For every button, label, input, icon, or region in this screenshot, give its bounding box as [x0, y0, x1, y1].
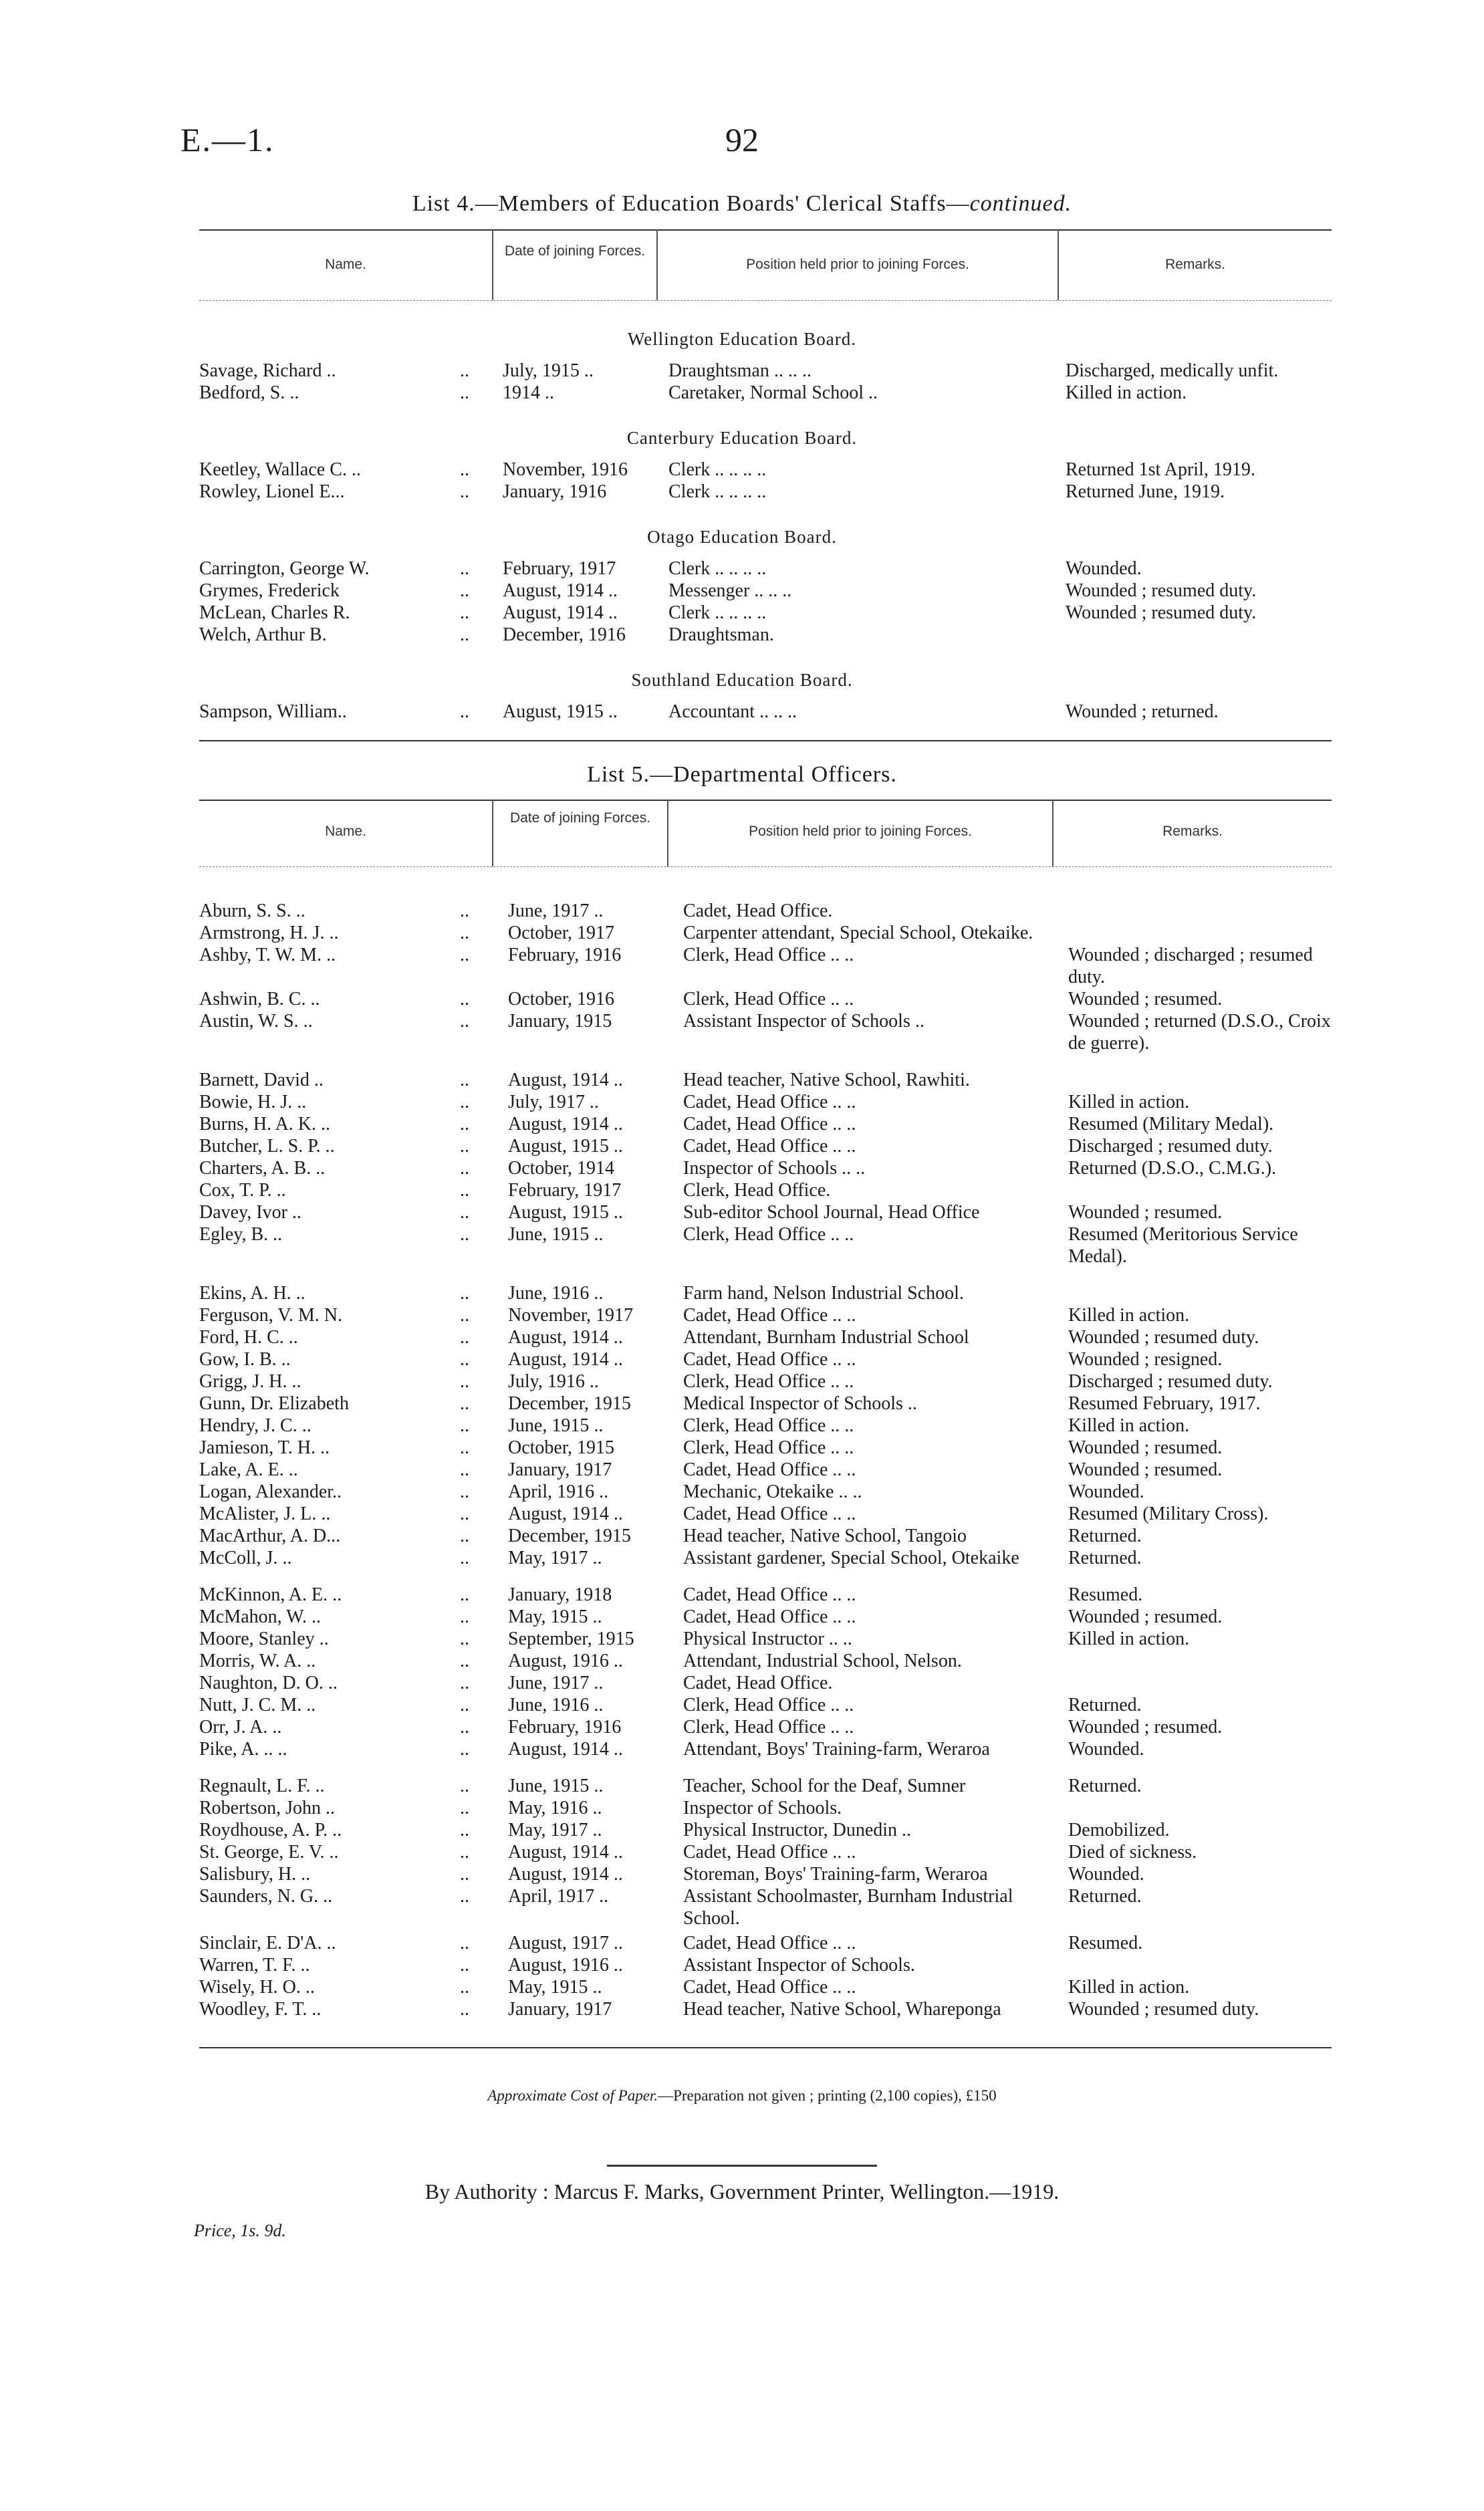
- row-name: Orr, J. A. ..: [199, 1717, 282, 1738]
- row-position: Caretaker, Normal School ..: [668, 382, 878, 403]
- row-date: May, 1915 ..: [508, 1977, 602, 1998]
- row-position: Cadet, Head Office .. ..: [683, 1842, 856, 1863]
- row-position: Carpenter attendant, Special School, Otekaike.: [683, 923, 1033, 943]
- row-position: Cadet, Head Office.: [683, 1673, 833, 1693]
- row-remarks: Wounded ; resumed.: [1068, 1202, 1223, 1223]
- row-remarks: Wounded ; resumed duty.: [1066, 580, 1257, 601]
- list4-col-divider: [492, 229, 493, 300]
- row-date: January, 1916: [503, 481, 607, 502]
- row-date: August, 1914 ..: [508, 1504, 623, 1524]
- row-leader: ..: [460, 382, 469, 403]
- row-remarks: Returned.: [1068, 1695, 1142, 1715]
- row-leader: ..: [460, 1202, 469, 1223]
- row-remarks: Wounded.: [1066, 558, 1142, 579]
- row-position: Medical Inspector of Schools ..: [683, 1393, 917, 1414]
- row-name: McColl, J. ..: [199, 1548, 292, 1568]
- list5-colhead-position: Position held prior to joining Forces.: [749, 824, 972, 839]
- row-remarks: Wounded ; returned.: [1066, 701, 1219, 722]
- row-date: June, 1915 ..: [508, 1776, 604, 1796]
- row-name: Nutt, J. C. M. ..: [199, 1695, 316, 1715]
- row-remarks: Discharged, medically unfit.: [1066, 360, 1279, 381]
- list4-section-title: Canterbury Education Board.: [626, 428, 858, 448]
- row-date: February, 1917: [503, 558, 616, 579]
- row-leader: ..: [460, 624, 469, 645]
- row-name: McMahon, W. ..: [199, 1606, 321, 1627]
- row-leader: ..: [460, 1776, 469, 1796]
- row-name: Robertson, John ..: [199, 1798, 335, 1818]
- list4-header-rule: [199, 300, 1332, 301]
- row-leader: ..: [460, 1864, 469, 1885]
- row-position: Cadet, Head Office .. ..: [683, 1349, 856, 1370]
- row-remarks: Died of sickness.: [1068, 1842, 1197, 1863]
- row-date: April, 1917 ..: [508, 1886, 609, 1907]
- row-position: Assistant gardener, Special School, Otekaike: [683, 1548, 1019, 1568]
- row-position: Cadet, Head Office .. ..: [683, 1305, 856, 1326]
- row-remarks: Wounded.: [1068, 1481, 1144, 1502]
- row-date: December, 1916: [503, 624, 626, 645]
- list5-title: List 5.—Departmental Officers.: [587, 762, 897, 787]
- row-name: St. George, E. V. ..: [199, 1842, 339, 1863]
- row-date: October, 1917: [508, 923, 615, 943]
- row-name: Pike, A. .. ..: [199, 1739, 287, 1760]
- row-position: Clerk .. .. .. ..: [668, 459, 767, 480]
- row-name: Cox, T. P. ..: [199, 1180, 286, 1201]
- row-remarks: Returned.: [1068, 1776, 1142, 1796]
- row-position: Cadet, Head Office .. ..: [683, 1606, 856, 1627]
- row-position: Cadet, Head Office .. ..: [683, 1459, 856, 1480]
- row-name: Carrington, George W.: [199, 558, 370, 579]
- row-leader: ..: [460, 1842, 469, 1863]
- row-name: Savage, Richard ..: [199, 360, 336, 381]
- row-name: Jamieson, T. H. ..: [199, 1437, 330, 1458]
- row-name: Morris, W. A. ..: [199, 1651, 316, 1671]
- row-date: August, 1914 ..: [508, 1349, 623, 1370]
- row-name: Burns, H. A. K. ..: [199, 1114, 331, 1134]
- row-remarks: Demobilized.: [1068, 1820, 1170, 1840]
- row-date: October, 1916: [508, 989, 615, 1009]
- row-remarks: Discharged ; resumed duty.: [1068, 1136, 1273, 1157]
- row-leader: ..: [460, 1717, 469, 1738]
- row-date: August, 1914 ..: [508, 1864, 623, 1885]
- row-position: Head teacher, Native School, Whareponga: [683, 1999, 1001, 2020]
- row-remarks: Killed in action.: [1066, 382, 1187, 403]
- row-name: Keetley, Wallace C. ..: [199, 459, 361, 480]
- row-name: Ferguson, V. M. N.: [199, 1305, 342, 1326]
- row-leader: ..: [460, 1481, 469, 1502]
- row-position: Cadet, Head Office.: [683, 901, 833, 921]
- row-position: Clerk, Head Office .. ..: [683, 1717, 854, 1738]
- row-date: August, 1914 ..: [508, 1070, 623, 1090]
- row-position: Inspector of Schools.: [683, 1798, 842, 1818]
- row-remarks: Returned (D.S.O., C.M.G.).: [1068, 1158, 1277, 1179]
- row-leader: ..: [460, 1798, 469, 1818]
- row-date: October, 1914: [508, 1158, 615, 1179]
- row-date: January, 1917: [508, 1459, 612, 1480]
- row-name: Saunders, N. G. ..: [199, 1886, 333, 1907]
- row-name: Gunn, Dr. Elizabeth: [199, 1393, 349, 1414]
- row-name: Grymes, Frederick: [199, 580, 340, 601]
- row-name: Barnett, David ..: [199, 1070, 324, 1090]
- list4-title-continued: continued.: [969, 191, 1072, 216]
- row-date: July, 1916 ..: [508, 1371, 599, 1392]
- row-remarks: Wounded ; resumed.: [1068, 1437, 1223, 1458]
- row-remarks: Killed in action.: [1068, 1305, 1190, 1326]
- row-position: Assistant Inspector of Schools.: [683, 1955, 915, 1976]
- row-remarks: Returned 1st April, 1919.: [1066, 459, 1255, 480]
- row-name: Logan, Alexander..: [199, 1481, 342, 1502]
- row-name: Grigg, J. H. ..: [199, 1371, 301, 1392]
- row-name: Moore, Stanley ..: [199, 1629, 329, 1649]
- list4-colhead-name: Name.: [325, 257, 366, 272]
- row-name: McKinnon, A. E. ..: [199, 1584, 342, 1605]
- row-leader: ..: [460, 1673, 469, 1693]
- row-date: January, 1918: [508, 1584, 612, 1605]
- row-leader: ..: [460, 945, 469, 965]
- row-date: August, 1917 ..: [508, 1933, 623, 1953]
- row-date: May, 1917 ..: [508, 1548, 602, 1568]
- row-date: August, 1915 ..: [508, 1136, 623, 1157]
- row-date: August, 1915 ..: [508, 1202, 623, 1223]
- row-date: 1914 ..: [503, 382, 554, 403]
- row-remarks: Killed in action.: [1068, 1415, 1190, 1436]
- row-date: August, 1914 ..: [503, 602, 618, 623]
- row-remarks: Wounded ; resumed.: [1068, 1606, 1223, 1627]
- row-leader: ..: [460, 923, 469, 943]
- row-leader: ..: [460, 1504, 469, 1524]
- list4-section-title: Wellington Education Board.: [627, 329, 856, 349]
- row-leader: ..: [460, 1283, 469, 1304]
- row-remarks: Wounded ; resigned.: [1068, 1349, 1223, 1370]
- row-leader: ..: [460, 1180, 469, 1201]
- row-date: January, 1915: [508, 1011, 612, 1032]
- document-code: E.—1.: [180, 121, 275, 158]
- row-name: Davey, Ivor ..: [199, 1202, 301, 1223]
- row-remarks: Resumed (Military Cross).: [1068, 1504, 1269, 1524]
- row-name: Ford, H. C. ..: [199, 1327, 298, 1348]
- row-leader: ..: [460, 481, 469, 502]
- row-position: Mechanic, Otekaike .. ..: [683, 1481, 862, 1502]
- row-leader: ..: [460, 1651, 469, 1671]
- row-name: Woodley, F. T. ..: [199, 1999, 322, 2020]
- row-leader: ..: [460, 1459, 469, 1480]
- row-position: Attendant, Industrial School, Nelson.: [683, 1651, 962, 1671]
- row-position: Cadet, Head Office .. ..: [683, 1092, 856, 1112]
- row-leader: ..: [460, 580, 469, 601]
- row-leader: ..: [460, 602, 469, 623]
- row-date: June, 1917 ..: [508, 1673, 604, 1693]
- row-leader: ..: [460, 1606, 469, 1627]
- list4-section-title: Southland Education Board.: [631, 670, 853, 690]
- row-leader: ..: [460, 1136, 469, 1157]
- row-date: August, 1916 ..: [508, 1955, 623, 1976]
- row-name: Welch, Arthur B.: [199, 624, 327, 645]
- row-position: Clerk .. .. .. ..: [668, 558, 767, 579]
- row-remarks: Returned.: [1068, 1526, 1142, 1546]
- row-position: Attendant, Burnham Industrial School: [683, 1327, 969, 1348]
- row-name: Sinclair, E. D'A. ..: [199, 1933, 336, 1953]
- list5-header-rule: [199, 866, 1332, 867]
- row-date: June, 1916 ..: [508, 1695, 604, 1715]
- row-leader: ..: [460, 1415, 469, 1436]
- row-position: Cadet, Head Office .. ..: [683, 1136, 856, 1157]
- list4-section-title: Otago Education Board.: [647, 527, 837, 547]
- list5-col-divider: [492, 800, 493, 866]
- row-leader: ..: [460, 1327, 469, 1348]
- row-date: September, 1915: [508, 1629, 634, 1649]
- row-date: November, 1917: [508, 1305, 634, 1326]
- row-date: June, 1917 ..: [508, 901, 604, 921]
- row-name: Sampson, William..: [199, 701, 347, 722]
- row-name: Gow, I. B. ..: [199, 1349, 291, 1370]
- row-leader: ..: [460, 1305, 469, 1326]
- list4-colhead-date: Date of joining Forces.: [504, 243, 646, 259]
- list5-colhead-date: Date of joining Forces.: [509, 810, 651, 826]
- row-leader: ..: [460, 1584, 469, 1605]
- row-remarks: Killed in action.: [1068, 1977, 1190, 1998]
- row-position: Cadet, Head Office .. ..: [683, 1977, 856, 1998]
- list4-top-rule: [199, 229, 1332, 231]
- row-leader: ..: [460, 1371, 469, 1392]
- row-name: MacArthur, A. D...: [199, 1526, 341, 1546]
- row-remarks: Returned.: [1068, 1886, 1142, 1907]
- row-position: Messenger .. .. ..: [668, 580, 792, 601]
- row-name: McLean, Charles R.: [199, 602, 350, 623]
- row-name: Ashwin, B. C. ..: [199, 989, 320, 1009]
- authority-rule: [607, 2165, 877, 2167]
- row-leader: ..: [460, 1092, 469, 1112]
- row-date: August, 1914 ..: [508, 1842, 623, 1863]
- row-remarks: Wounded ; resumed duty.: [1068, 1999, 1259, 2020]
- row-leader: ..: [460, 1977, 469, 1998]
- row-leader: ..: [460, 1437, 469, 1458]
- list5-bottom-rule: [199, 2047, 1332, 2048]
- row-leader: ..: [460, 1224, 469, 1245]
- row-position: Sub-editor School Journal, Head Office: [683, 1202, 980, 1223]
- row-name: Aburn, S. S. ..: [199, 901, 305, 921]
- page-number: 92: [725, 121, 759, 158]
- row-position: Farm hand, Nelson Industrial School.: [683, 1283, 964, 1304]
- row-leader: ..: [460, 1114, 469, 1134]
- row-leader: ..: [460, 701, 469, 722]
- row-date: August, 1916 ..: [508, 1651, 623, 1671]
- row-date: July, 1915 ..: [503, 360, 594, 381]
- row-remarks: Resumed February, 1917.: [1068, 1393, 1261, 1414]
- list4-colhead-remarks: Remarks.: [1165, 257, 1225, 272]
- row-date: June, 1915 ..: [508, 1415, 604, 1436]
- row-position: Inspector of Schools .. ..: [683, 1158, 866, 1179]
- row-position: Teacher, School for the Deaf, Sumner: [683, 1776, 966, 1796]
- row-position: Cadet, Head Office .. ..: [683, 1584, 856, 1605]
- row-position: Cadet, Head Office .. ..: [683, 1504, 856, 1524]
- row-position: Head teacher, Native School, Rawhiti.: [683, 1070, 970, 1090]
- row-position: Storeman, Boys' Training-farm, Weraroa: [683, 1864, 988, 1885]
- row-name: Egley, B. ..: [199, 1224, 283, 1245]
- row-name: Butcher, L. S. P. ..: [199, 1136, 335, 1157]
- row-name: Naughton, D. O. ..: [199, 1673, 338, 1693]
- row-remarks: Wounded ; resumed duty.: [1066, 602, 1257, 623]
- row-remarks: Resumed.: [1068, 1933, 1143, 1953]
- row-name: Austin, W. S. ..: [199, 1011, 313, 1032]
- row-name: Rowley, Lionel E...: [199, 481, 345, 502]
- row-position: Clerk, Head Office .. ..: [683, 1695, 854, 1715]
- row-remarks: Returned.: [1068, 1548, 1142, 1568]
- row-position: Physical Instructor, Dunedin ..: [683, 1820, 912, 1840]
- row-date: January, 1917: [508, 1999, 612, 2020]
- row-position: Draughtsman .. .. ..: [668, 360, 812, 381]
- list5-colhead-remarks: Remarks.: [1162, 824, 1223, 839]
- row-name: Regnault, L. F. ..: [199, 1776, 325, 1796]
- row-date: February, 1916: [508, 1717, 622, 1738]
- row-remarks: Wounded ; resumed.: [1068, 1459, 1223, 1480]
- row-name: Warren, T. F. ..: [199, 1955, 310, 1976]
- list5-colhead-name: Name.: [325, 824, 366, 839]
- cost-note: [0, 2087, 1484, 2105]
- row-date: August, 1914 ..: [508, 1114, 623, 1134]
- row-name: Ashby, T. W. M. ..: [199, 945, 336, 965]
- row-position: Clerk, Head Office.: [683, 1180, 831, 1201]
- row-position: Cadet, Head Office .. ..: [683, 1114, 856, 1134]
- row-remarks: Resumed (Meritorious Service Medal).: [1068, 1224, 1298, 1267]
- row-leader: ..: [460, 1393, 469, 1414]
- row-position: Clerk, Head Office .. ..: [683, 945, 854, 965]
- list4-bottom-rule: [199, 740, 1332, 741]
- row-position: Assistant Schoolmaster, Burnham Industrial School.: [683, 1886, 1013, 1929]
- row-name: Armstrong, H. J. ..: [199, 923, 339, 943]
- list4-title: [0, 191, 1484, 217]
- row-leader: ..: [460, 1526, 469, 1546]
- row-leader: ..: [460, 459, 469, 480]
- row-date: May, 1915 ..: [508, 1606, 602, 1627]
- row-name: Wisely, H. O. ..: [199, 1977, 315, 1998]
- row-position: Accountant .. .. ..: [668, 701, 797, 722]
- cost-text: —Preparation not given ; printing (2,100 copies), £150: [658, 2087, 997, 2104]
- price: Price, 1s. 9d.: [194, 2221, 286, 2240]
- row-leader: ..: [460, 1820, 469, 1840]
- row-remarks: Returned June, 1919.: [1066, 481, 1225, 502]
- row-leader: ..: [460, 1629, 469, 1649]
- row-leader: ..: [460, 901, 469, 921]
- row-date: December, 1915: [508, 1393, 631, 1414]
- row-leader: ..: [460, 360, 469, 381]
- row-name: McAlister, J. L. ..: [199, 1504, 331, 1524]
- row-leader: ..: [460, 1886, 469, 1907]
- row-leader: ..: [460, 558, 469, 579]
- row-position: Clerk, Head Office .. ..: [683, 1224, 854, 1245]
- row-name: Ekins, A. H. ..: [199, 1283, 305, 1304]
- row-name: Salisbury, H. ..: [199, 1864, 311, 1885]
- row-position: Assistant Inspector of Schools ..: [683, 1011, 924, 1032]
- list4-colhead-position: Position held prior to joining Forces.: [746, 257, 969, 272]
- row-date: July, 1917 ..: [508, 1092, 599, 1112]
- row-date: June, 1915 ..: [508, 1224, 604, 1245]
- row-position: Clerk, Head Office .. ..: [683, 1415, 854, 1436]
- row-leader: ..: [460, 1158, 469, 1179]
- row-position: Clerk, Head Office .. ..: [683, 989, 854, 1009]
- row-position: Clerk .. .. .. ..: [668, 602, 767, 623]
- cost-label: Approximate Cost of Paper.: [487, 2087, 658, 2104]
- row-remarks: Resumed.: [1068, 1584, 1143, 1605]
- row-date: August, 1915 ..: [503, 701, 618, 722]
- row-name: Roydhouse, A. P. ..: [199, 1820, 342, 1840]
- row-position: Cadet, Head Office .. ..: [683, 1933, 856, 1953]
- row-name: Lake, A. E. ..: [199, 1459, 298, 1480]
- row-leader: ..: [460, 1933, 469, 1953]
- row-remarks: Discharged ; resumed duty.: [1068, 1371, 1273, 1392]
- row-leader: ..: [460, 989, 469, 1009]
- row-leader: ..: [460, 1070, 469, 1090]
- row-remarks: Wounded ; discharged ; resumed duty.: [1068, 945, 1313, 987]
- row-remarks: Resumed (Military Medal).: [1068, 1114, 1274, 1134]
- row-position: Physical Instructor .. ..: [683, 1629, 852, 1649]
- row-leader: ..: [460, 1011, 469, 1032]
- row-date: August, 1914 ..: [503, 580, 618, 601]
- row-remarks: Wounded ; resumed duty.: [1068, 1327, 1259, 1348]
- row-remarks: Wounded ; resumed.: [1068, 1717, 1223, 1738]
- row-date: May, 1916 ..: [508, 1798, 602, 1818]
- row-position: Clerk, Head Office .. ..: [683, 1437, 854, 1458]
- row-leader: ..: [460, 1955, 469, 1976]
- row-name: Bedford, S. ..: [199, 382, 299, 403]
- row-remarks: Killed in action.: [1068, 1092, 1190, 1112]
- row-name: Charters, A. B. ..: [199, 1158, 326, 1179]
- row-position: Clerk, Head Office .. ..: [683, 1371, 854, 1392]
- row-date: October, 1915: [508, 1437, 615, 1458]
- row-date: November, 1916: [503, 459, 628, 480]
- row-position: Clerk .. .. .. ..: [668, 481, 767, 502]
- row-remarks: Wounded.: [1068, 1864, 1144, 1885]
- row-date: February, 1917: [508, 1180, 622, 1201]
- row-leader: ..: [460, 1548, 469, 1568]
- row-leader: ..: [460, 1695, 469, 1715]
- list5-top-rule: [199, 800, 1332, 801]
- row-date: August, 1914 ..: [508, 1739, 623, 1760]
- row-date: August, 1914 ..: [508, 1327, 623, 1348]
- row-leader: ..: [460, 1739, 469, 1760]
- row-name: Hendry, J. C. ..: [199, 1415, 312, 1436]
- row-remarks: Wounded ; returned (D.S.O., Croix de guerre).: [1068, 1011, 1331, 1054]
- row-date: May, 1917 ..: [508, 1820, 602, 1840]
- row-position: Head teacher, Native School, Tangoio: [683, 1526, 967, 1546]
- row-date: February, 1916: [508, 945, 622, 965]
- row-leader: ..: [460, 1999, 469, 2020]
- list4-title-main: List 4.—Members of Education Boards' Clerical Staffs—: [412, 191, 970, 216]
- authority-line: By Authority : Marcus F. Marks, Government Printer, Wellington.—1919.: [424, 2179, 1060, 2203]
- row-leader: ..: [460, 1349, 469, 1370]
- row-position: Draughtsman.: [668, 624, 774, 645]
- row-position: Attendant, Boys' Training-farm, Weraroa: [683, 1739, 990, 1760]
- row-date: June, 1916 ..: [508, 1283, 604, 1304]
- row-remarks: Killed in action.: [1068, 1629, 1190, 1649]
- row-name: Bowie, H. J. ..: [199, 1092, 307, 1112]
- row-date: December, 1915: [508, 1526, 631, 1546]
- row-date: April, 1916 ..: [508, 1481, 609, 1502]
- row-remarks: Wounded ; resumed.: [1068, 989, 1223, 1009]
- row-remarks: Wounded.: [1068, 1739, 1144, 1760]
